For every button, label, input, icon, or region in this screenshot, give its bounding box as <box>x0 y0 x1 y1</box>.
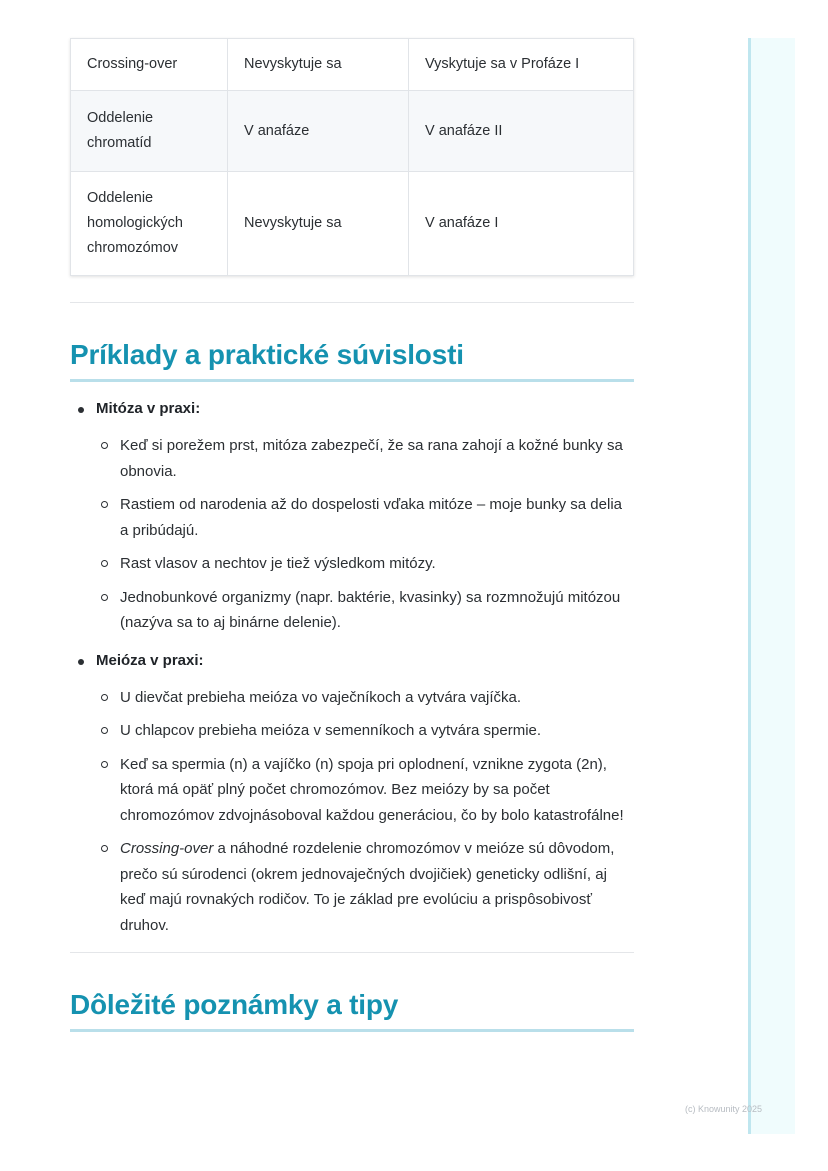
group-label: Meióza v praxi: <box>96 651 204 669</box>
group-label: Mitóza v praxi: <box>96 400 201 417</box>
list-item <box>70 400 634 636</box>
sub-list <box>96 433 634 636</box>
list-item <box>70 551 634 577</box>
list-item <box>70 585 634 636</box>
circle-bullet-icon <box>101 594 108 601</box>
list-item <box>70 433 634 484</box>
document-content <box>70 0 634 1032</box>
table-cell: Oddelenie chromatíd <box>71 91 228 172</box>
item-text: Jednobunkové organizmy (napr. baktérie, kvasinky) sa rozmnožujú mitózou (nazýva sa to aj binárne delenie). <box>120 588 621 631</box>
list-item <box>70 685 634 711</box>
table-row <box>71 91 634 172</box>
item-text: Keď sa spermia (n) a vajíčko (n) spoja pri oplodnení, vznikne zygota (2n), ktorá má opäť plný počet chromozómov. Bez meiózy by sa počet chromozómov zdvojnásoboval každou generáciou, čo by bolo katastrofálne! <box>120 755 624 824</box>
table-row <box>71 172 634 276</box>
copyright-watermark: (c) Knowunity 2025 <box>685 1104 763 1114</box>
list-item <box>70 652 634 939</box>
section-heading: Príklady a praktické súvislosti <box>70 339 634 382</box>
comparison-table <box>70 38 634 276</box>
table-cell: V anafáze <box>228 91 409 172</box>
table-cell: Vyskytuje sa v Profáze I <box>409 39 634 91</box>
table-row <box>71 39 634 91</box>
circle-bullet-icon <box>101 761 108 768</box>
bullet-icon <box>78 659 84 665</box>
section-divider <box>70 952 634 953</box>
circle-bullet-icon <box>101 694 108 701</box>
circle-bullet-icon <box>101 442 108 449</box>
circle-bullet-icon <box>101 560 108 567</box>
item-text: a náhodné rozdelenie chromozómov v meióze sú dôvodom, prečo sú súrodenci (okrem jednovaječných dvojičiek) geneticky odlišní, aj keď majú rovnakých rodičov. To je základ pre evolúciu a prispôsobivosť druhov. <box>120 840 615 934</box>
examples-list <box>70 400 634 938</box>
side-panel <box>748 38 795 1134</box>
table-cell: Crossing-over <box>71 39 228 91</box>
bullet-icon <box>78 407 84 413</box>
circle-bullet-icon <box>101 727 108 734</box>
table-cell: Nevyskytuje sa <box>228 39 409 91</box>
table-cell: Oddelenie homologických chromozómov <box>71 172 228 276</box>
item-text: Rast vlasov a nechtov je tiež výsledkom mitózy. <box>120 555 436 572</box>
list-item <box>70 718 634 744</box>
circle-bullet-icon <box>101 501 108 508</box>
item-text: Rastiem od narodenia až do dospelosti vďaka mitóze – moje bunky sa delia a pribúdajú. <box>120 496 623 539</box>
table-cell: V anafáze I <box>409 172 634 276</box>
table-cell: Nevyskytuje sa <box>228 172 409 276</box>
list-item <box>70 752 634 829</box>
section-divider <box>70 302 634 303</box>
list-item <box>70 836 634 938</box>
list-item <box>70 492 634 543</box>
section-heading: Dôležité poznámky a tipy <box>70 989 634 1032</box>
item-text: Keď si porežem prst, mitóza zabezpečí, že sa rana zahojí a kožné bunky sa obnovia. <box>120 437 623 480</box>
sub-list <box>96 685 634 939</box>
item-emphasis: Crossing-over <box>120 840 214 857</box>
circle-bullet-icon <box>101 845 108 852</box>
table-cell: V anafáze II <box>409 91 634 172</box>
item-text: U dievčat prebieha meióza vo vaječníkoch a vytvára vajíčka. <box>120 688 522 706</box>
item-text: U chlapcov prebieha meióza v semenníkoch a vytvára spermie. <box>120 722 542 739</box>
